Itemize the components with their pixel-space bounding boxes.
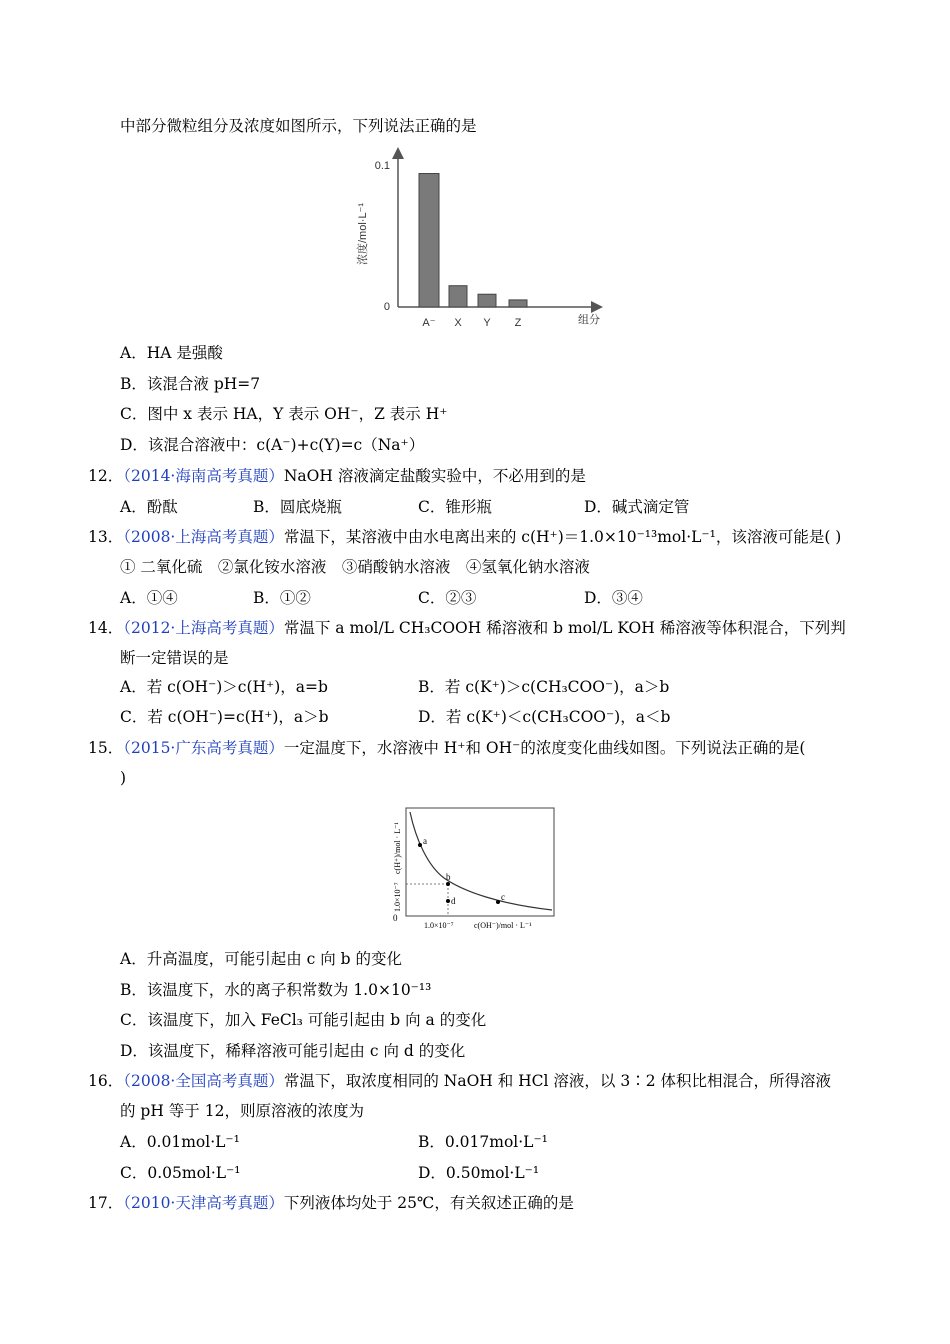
q17-text: 下列液体均处于 25℃，有关叙述正确的是 xyxy=(283,1194,574,1212)
q17-stem xyxy=(88,1193,574,1213)
q12-stem xyxy=(88,466,586,486)
question-intro: 中部分微粒组分及浓度如图所示，下列说法正确的是 xyxy=(120,117,477,135)
q13-option-b: B．①② xyxy=(253,589,311,607)
point-label-a: a xyxy=(423,836,427,846)
q13-stem xyxy=(88,527,841,547)
q16-text-2: 的 pH 等于 12，则原溶液的浓度为 xyxy=(120,1102,364,1120)
kw-curve-figure xyxy=(380,800,570,935)
bar-1 xyxy=(449,286,467,307)
q14-option-a: A．若 c(OH⁻)＞c(H⁺)，a=b xyxy=(120,678,328,696)
q17-number: 17． xyxy=(88,1194,124,1212)
q14-stem xyxy=(88,618,846,638)
x-tick-3: Z xyxy=(514,317,522,329)
q13-text: 常温下，某溶液中由水电离出来的 c(H⁺)＝1.0×10⁻¹³mol·L⁻¹，该溶液可能是( ) xyxy=(283,528,842,546)
x-tick-label: 1.0×10⁻⁷ xyxy=(424,921,454,930)
q14-source: （2012·上海高考真题） xyxy=(123,619,284,637)
point-label-b: b xyxy=(446,872,451,882)
point-d xyxy=(446,899,450,903)
y-tick-label: 1.0×10⁻⁷ xyxy=(393,882,402,912)
q14-option-c: C．若 c(OH⁻)=c(H⁺)，a＞b xyxy=(120,708,329,726)
q17-source: （2010·天津高考真题） xyxy=(123,1194,284,1212)
q16-option-a: A．0.01mol·L⁻¹ xyxy=(120,1133,240,1151)
q14-option-d: D．若 c(K⁺)＜c(CH₃COO⁻)，a＜b xyxy=(418,708,671,726)
q13-option-d: D．③④ xyxy=(584,589,643,607)
q11-option-a: A．HA 是强酸 xyxy=(120,344,223,362)
bar-0 xyxy=(419,174,439,307)
x-axis-label: 组分 xyxy=(578,314,600,326)
bar-2 xyxy=(478,294,496,307)
q12-source: （2014·海南高考真题） xyxy=(123,467,284,485)
q14-text-1: 常温下 a mol/L CH₃COOH 稀溶液和 b mol/L KOH 稀溶液等体积混合，下列判 xyxy=(283,619,846,637)
q15-option-b: B．该温度下，水的离子积常数为 1.0×10⁻¹³ xyxy=(120,981,432,999)
point-label-c: c xyxy=(501,892,505,902)
point-b xyxy=(446,882,450,886)
q13-source: （2008·上海高考真题） xyxy=(123,528,284,546)
q15-option-c: C．该温度下，加入 FeCl₃ 可能引起由 b 向 a 的变化 xyxy=(120,1011,487,1029)
point-label-d: d xyxy=(451,896,456,906)
bar-3 xyxy=(509,300,527,307)
q13-option-a: A．①④ xyxy=(120,589,178,607)
kw-curve xyxy=(410,812,552,910)
q11-option-b: B．该混合液 pH=7 xyxy=(120,375,261,393)
q14-text-2: 断一定错误的是 xyxy=(120,649,229,667)
q15-text-2: ) xyxy=(120,769,127,787)
point-a xyxy=(418,843,422,847)
y-tick-top: 0.1 xyxy=(374,160,390,172)
q11-option-d: D．该混合溶液中：c(A⁻)+c(Y)=c（Na⁺） xyxy=(120,436,425,454)
y-axis-label: c(H⁺)/mol · L⁻¹ xyxy=(393,822,402,874)
point-c xyxy=(496,900,500,904)
y-tick-zero: 0 xyxy=(383,301,390,313)
q12-option-b: B．圆底烧瓶 xyxy=(253,498,342,516)
q16-text-1: 常温下，取浓度相同的 NaOH 和 HCl 溶液，以 3∶2 体积比相混合，所得溶液 xyxy=(283,1072,832,1090)
q15-text-1: 一定温度下，水溶液中 H⁺和 OH⁻的浓度变化曲线如图。下列说法正确的是( xyxy=(283,739,806,757)
q14-number: 14． xyxy=(88,619,124,637)
q16-stem xyxy=(88,1071,831,1091)
q12-number: 12． xyxy=(88,467,124,485)
plot-frame xyxy=(406,808,554,916)
x-axis-label: c(OH⁻)/mol · L⁻¹ xyxy=(474,921,532,930)
x-tick-0: A⁻ xyxy=(422,317,436,329)
q16-option-d: D．0.50mol·L⁻¹ xyxy=(418,1164,540,1182)
q13-number: 13． xyxy=(88,528,124,546)
q16-source: （2008·全国高考真题） xyxy=(123,1072,284,1090)
x-tick-2: Y xyxy=(483,317,491,329)
q11-option-c: C．图中 x 表示 HA，Y 表示 OH⁻，Z 表示 H⁺ xyxy=(120,405,448,423)
q15-number: 15． xyxy=(88,739,124,757)
q15-source: （2015·广东高考真题） xyxy=(123,739,284,757)
q14-option-b: B．若 c(K⁺)＞c(CH₃COO⁻)，a＞b xyxy=(418,678,670,696)
x-tick-1: X xyxy=(454,317,462,329)
q16-option-b: B．0.017mol·L⁻¹ xyxy=(418,1133,548,1151)
q12-text: NaOH 溶液滴定盐酸实验中，不必用到的是 xyxy=(283,467,586,485)
q16-number: 16． xyxy=(88,1072,124,1090)
q12-option-c: C．锥形瓶 xyxy=(418,498,492,516)
q16-option-c: C．0.05mol·L⁻¹ xyxy=(120,1164,241,1182)
origin-label: 0 xyxy=(393,913,398,923)
q13-option-c: C．②③ xyxy=(418,589,477,607)
q12-option-d: D．碱式滴定管 xyxy=(584,498,690,516)
q15-option-d: D．该温度下，稀释溶液可能引起由 c 向 d 的变化 xyxy=(120,1042,466,1060)
q15-stem xyxy=(88,738,805,758)
q15-option-a: A．升高温度，可能引起由 c 向 b 的变化 xyxy=(120,950,403,968)
q12-option-a: A．酚酞 xyxy=(120,498,178,516)
q13-items: ① 二氧化硫 ②氯化铵水溶液 ③硝酸钠水溶液 ④氢氧化钠水溶液 xyxy=(120,558,590,576)
bar-chart xyxy=(350,145,610,335)
y-axis-label: 浓度/mol·L⁻¹ xyxy=(357,202,369,265)
